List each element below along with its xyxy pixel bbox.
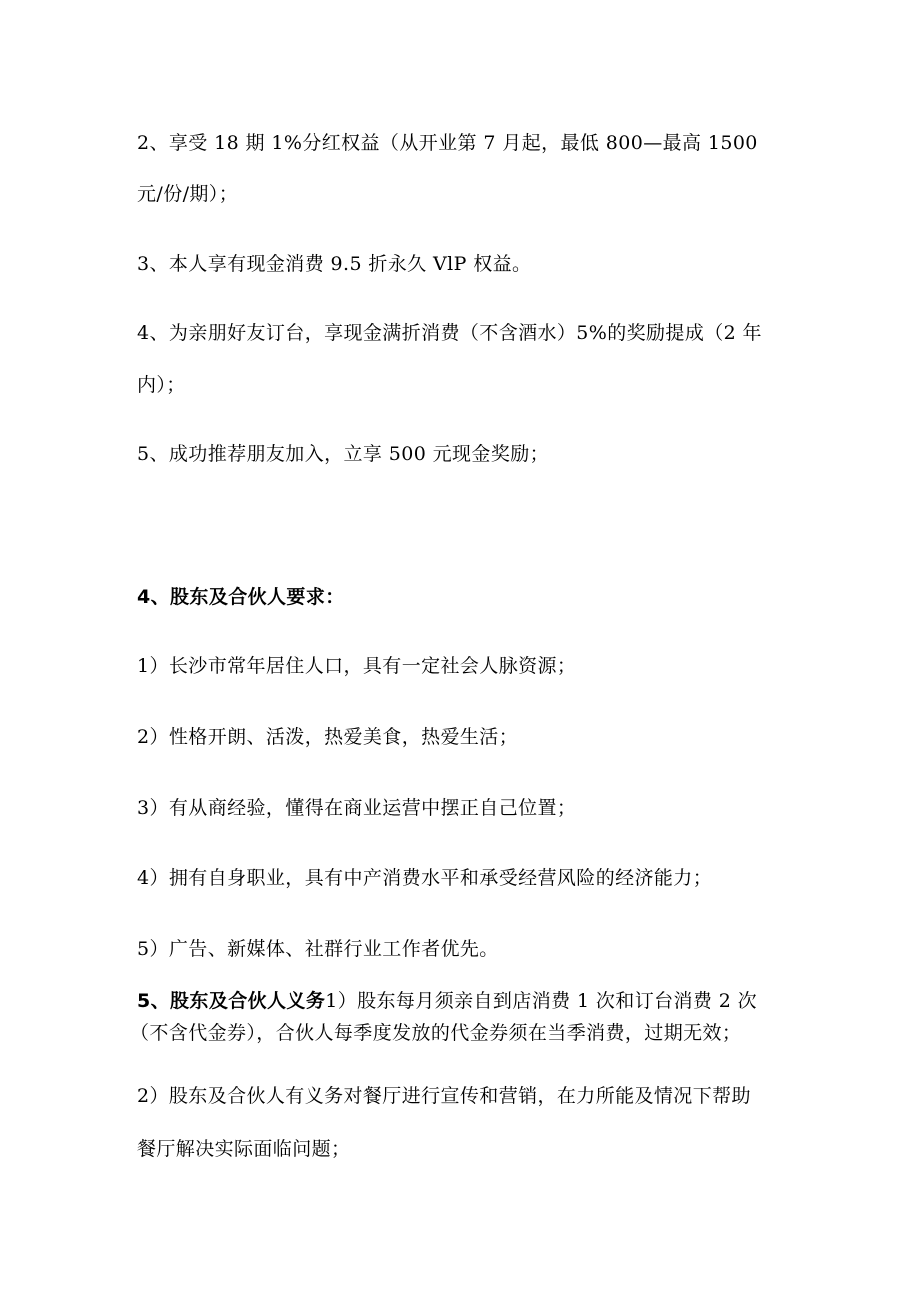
- requirements-heading: 4、股东及合伙人要求：: [137, 586, 345, 608]
- obligation-item-1-line-2: （不含代金券），合伙人每季度发放的代金券须在当季消费，过期无效；: [130, 1022, 742, 1044]
- benefit-item-4-line-2: 内）；: [137, 374, 186, 396]
- obligations-heading: 5、股东及合伙人义务: [137, 990, 326, 1012]
- requirement-item-4: 4）拥有自身职业，具有中产消费水平和承受经营风险的经济能力；: [137, 867, 713, 889]
- benefit-item-2-line-1: 2、享受 18 期 1%分红权益（从开业第 7 月起，最低 800—最高 1500: [137, 132, 758, 154]
- obligation-item-1-line-1: 1）股东每月须亲自到店消费 1 次和订台消费 2 次: [325, 990, 758, 1012]
- requirement-item-5: 5）广告、新媒体、社群行业工作者优先。: [137, 938, 499, 960]
- requirement-item-3: 3）有从商经验，懂得在商业运营中摆正自己位置；: [137, 797, 577, 819]
- requirement-item-1: 1）长沙市常年居住人口，具有一定社会人脉资源；: [137, 655, 577, 677]
- benefit-item-4-line-1: 4、为亲朋好友订台，享现金满折消费（不含酒水）5%的奖励提成（2 年: [137, 322, 762, 344]
- benefit-item-5: 5、成功推荐朋友加入，立享 500 元现金奖励；: [137, 443, 550, 465]
- obligation-item-2-line-2: 餐厅解决实际面临问题；: [137, 1138, 351, 1160]
- obligations-line-1: [137, 988, 757, 1014]
- requirement-item-2: 2）性格开朗、活泼，热爱美食，热爱生活；: [137, 726, 519, 748]
- benefit-item-3: 3、本人享有现金消费 9.5 折永久 VlP 权益。: [137, 253, 532, 275]
- obligation-item-2-line-1: 2）股东及合伙人有义务对餐厅进行宣传和营销，在力所能及情况下帮助: [137, 1085, 751, 1107]
- benefit-item-2-line-2: 元/份/期）；: [137, 183, 239, 205]
